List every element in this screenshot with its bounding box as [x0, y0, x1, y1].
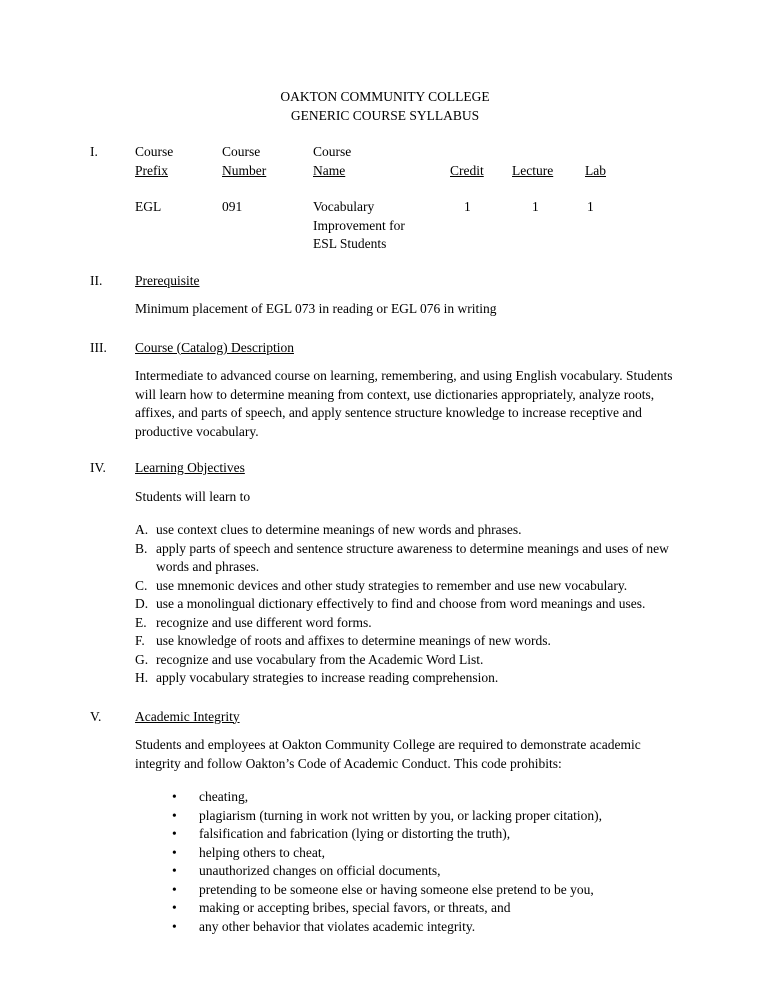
integrity-bullet-list — [135, 788, 680, 936]
bullet-text: making or accepting bribes, special favors, or threats, and — [199, 900, 511, 915]
col-header-prefix-label: Prefix — [135, 162, 168, 178]
bullet-text: plagiarism (turning in work not written by you, or lacking proper citation), — [199, 807, 603, 823]
cell-course-credit-value: 1 — [464, 199, 471, 214]
bullet-text: unauthorized changes on official documents, — [199, 863, 441, 878]
bullet-text: falsification and fabrication (lying or distorting the truth), — [199, 826, 511, 841]
cell-course-lecture — [512, 198, 585, 217]
objective-item-c — [135, 577, 680, 596]
col-header-course-3: Course — [313, 144, 352, 159]
bullet-icon: • — [172, 918, 177, 934]
objective-text: use context clues to determine meanings of new words and phrases. — [156, 522, 522, 537]
objective-letter: B. — [135, 540, 148, 556]
col-header-number-label: Number — [222, 162, 267, 178]
objectives-heading-text: Learning Objectives — [135, 460, 245, 475]
col-header-lab-label: Lab — [585, 162, 606, 178]
integrity-heading-text: Academic Integrity — [135, 708, 240, 724]
course-table-row — [135, 198, 680, 254]
bullet-icon: • — [172, 881, 177, 897]
col-header-lecture-label: Lecture — [512, 162, 554, 178]
col-header-lab — [585, 162, 625, 181]
objective-text: use mnemonic devices and other study strategies to remember and use new vocabulary. — [156, 577, 628, 593]
document-title — [90, 88, 680, 125]
bullet-item — [135, 881, 680, 900]
objective-item-d — [135, 595, 680, 614]
objectives-list — [135, 521, 680, 688]
objectives-intro: Students will learn to — [135, 488, 251, 504]
objectives-heading — [135, 459, 680, 478]
bullet-item — [135, 788, 680, 807]
prerequisite-heading-text: Prerequisite — [135, 272, 200, 288]
prerequisite-heading — [135, 272, 680, 291]
objective-text: recognize and use vocabulary from the Academic Word List. — [156, 651, 484, 667]
objective-item-g — [135, 651, 680, 670]
col-header-course-1: Course — [135, 144, 174, 159]
section-integrity-body — [135, 708, 680, 937]
cell-course-credit — [450, 198, 512, 217]
objective-text: apply vocabulary strategies to increase reading comprehension. — [156, 670, 499, 685]
section-course-info — [90, 143, 680, 254]
bullet-item — [135, 825, 680, 844]
objective-item-e — [135, 614, 680, 633]
bullet-item — [135, 899, 680, 918]
col-header-credit — [450, 162, 512, 181]
col-header-lecture — [512, 162, 585, 181]
integrity-text: Students and employees at Oakton Community College are required to demonstrate academic integrity and follow Oakton’s Code of Academic Conduct. This code prohibits: — [135, 737, 641, 771]
bullet-icon: • — [172, 863, 177, 878]
section-objectives-body — [135, 459, 680, 688]
objective-letter: C. — [135, 577, 148, 593]
col-header-prefix — [135, 162, 222, 181]
cell-course-lecture-value: 1 — [532, 199, 539, 214]
col-header-name-label: Name — [313, 162, 346, 178]
section-prerequisite-body — [135, 272, 680, 319]
course-table-wrap — [135, 143, 680, 254]
bullet-icon: • — [172, 900, 177, 915]
section-iv-numeral: IV. — [90, 460, 106, 475]
objective-letter: F. — [135, 633, 145, 648]
col-header-course-2: Course — [222, 144, 261, 159]
course-table — [135, 143, 680, 254]
objective-letter: D. — [135, 596, 149, 611]
prerequisite-text: Minimum placement of EGL 073 in reading or EGL 076 in writing — [135, 301, 497, 316]
description-heading-text: Course (Catalog) Description — [135, 339, 294, 355]
section-prerequisite — [90, 272, 680, 319]
bullet-icon: • — [172, 844, 177, 860]
objective-text: use knowledge of roots and affixes to determine meanings of new words. — [156, 633, 551, 648]
objective-item-f — [135, 632, 680, 651]
cell-course-name — [313, 198, 450, 254]
section-description — [90, 339, 680, 442]
objective-text: recognize and use different word forms. — [156, 614, 372, 630]
col-header-number — [222, 162, 313, 181]
objective-item-a — [135, 521, 680, 540]
section-integrity — [90, 708, 680, 937]
cell-course-lab-value: 1 — [587, 199, 594, 214]
title-line-2: GENERIC COURSE SYLLABUS — [290, 107, 480, 123]
integrity-heading — [135, 708, 680, 727]
bullet-text: any other behavior that violates academic integrity. — [199, 918, 476, 934]
objective-text: use a monolingual dictionary effectively to find and choose from word meanings and uses. — [156, 596, 646, 611]
section-description-body — [135, 339, 680, 442]
col-header-credit-label: Credit — [450, 162, 484, 178]
section-v-numeral: V. — [90, 708, 102, 724]
section-objectives — [90, 459, 680, 688]
bullet-icon: • — [172, 826, 177, 841]
table-header-row-bottom — [135, 162, 680, 181]
section-ii-numeral: II. — [90, 272, 103, 288]
table-spacer-row — [135, 180, 680, 198]
bullet-item — [135, 918, 680, 937]
section-iii-numeral: III. — [90, 339, 107, 355]
bullet-icon: • — [172, 789, 177, 804]
cell-course-name-text: Vocabulary Improvement for ESL Students — [313, 199, 405, 251]
objective-letter: G. — [135, 651, 149, 667]
bullet-text: helping others to cheat, — [199, 844, 325, 860]
table-header-row-top — [135, 143, 680, 162]
objective-letter: E. — [135, 614, 147, 630]
bullet-item — [135, 862, 680, 881]
bullet-text: cheating, — [199, 789, 249, 804]
cell-course-prefix: EGL — [135, 199, 162, 214]
bullet-item — [135, 807, 680, 826]
bullet-text: pretending to be someone else or having someone else pretend to be you, — [199, 881, 594, 897]
cell-course-lab — [585, 198, 625, 217]
objective-item-b — [135, 540, 680, 577]
objective-item-h — [135, 669, 680, 688]
objective-letter: H. — [135, 670, 149, 685]
col-header-name — [313, 162, 450, 181]
bullet-icon: • — [172, 807, 177, 823]
title-line-1: OAKTON COMMUNITY COLLEGE — [280, 89, 490, 104]
description-heading — [135, 339, 680, 358]
description-text: Intermediate to advanced course on learning, remembering, and using English vocabulary. Students will learn how to determine meaning from context, use dictionaries appropriately, analyze roots, affixes, and parts of speech, and apply sentence structure knowledge to increase receptive and productive vocabulary. — [135, 368, 673, 439]
objective-text: apply parts of speech and sentence structure awareness to determine meanings and uses of new words and phrases. — [156, 540, 669, 574]
cell-course-number: 091 — [222, 199, 243, 214]
objective-letter: A. — [135, 522, 149, 537]
section-i-numeral: I. — [90, 144, 98, 159]
bullet-item — [135, 844, 680, 863]
